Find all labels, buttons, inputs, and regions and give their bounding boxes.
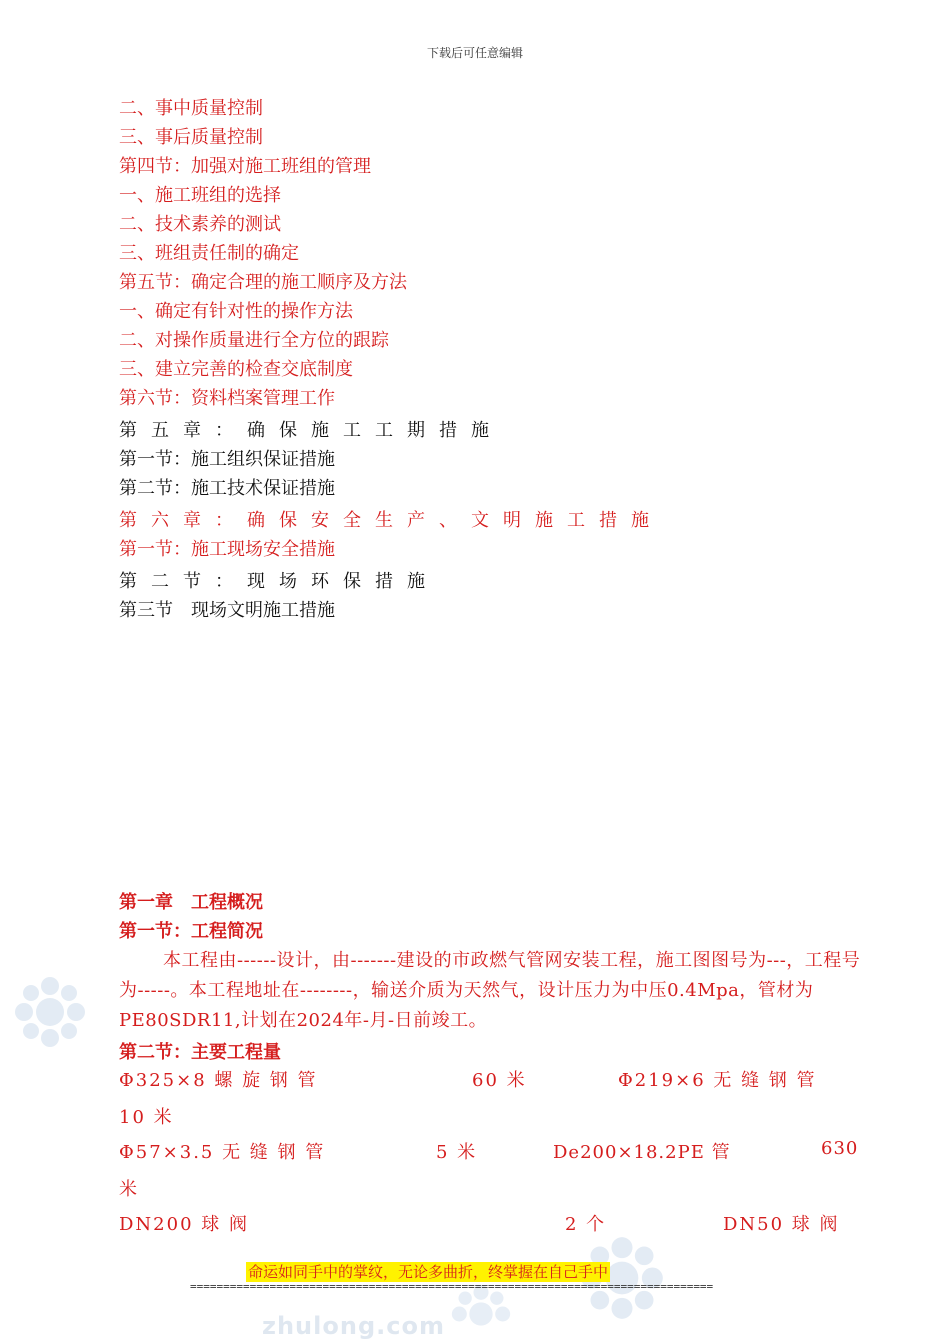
quantity-value: 米 (119, 1179, 137, 1200)
quantity-value: 10 米 (119, 1107, 174, 1128)
quantity-value: 5 米 (436, 1142, 478, 1163)
toc-entry: 二、技术素养的测试 (119, 214, 281, 235)
quantity-item: Φ57×3.5 无 缝 钢 管 (119, 1142, 326, 1163)
snowflake-watermark-icon (446, 1284, 516, 1344)
toc-entry: 第一节：施工现场安全措施 (119, 539, 335, 560)
toc-entry: 第五章：确保施工工期措施 (119, 420, 503, 441)
toc-entry: 第二节：施工技术保证措施 (119, 478, 335, 499)
toc-entry: 第一节：施工组织保证措施 (119, 449, 335, 470)
section-title: 第一节：工程简况 (119, 921, 263, 942)
quantity-item: Φ325×8 螺 旋 钢 管 (119, 1070, 318, 1091)
toc-entry: 一、施工班组的选择 (119, 185, 281, 206)
toc-entry: 二、事中质量控制 (119, 98, 263, 119)
toc-entry: 三、班组责任制的确定 (119, 243, 299, 264)
table-of-contents (119, 96, 663, 627)
quantity-value: 2 个 (565, 1214, 607, 1235)
toc-entry: 二、对操作质量进行全方位的跟踪 (119, 330, 389, 351)
toc-entry: 第四节：加强对施工班组的管理 (119, 156, 371, 177)
quantity-item: Φ219×6 无 缝 钢 管 (618, 1070, 817, 1091)
quantity-item: DN50 球 阀 (723, 1214, 840, 1235)
footer-divider: =============================================================================== (190, 1280, 714, 1293)
project-overview-paragraph: 本工程由------设计，由-------建设的市政燃气管网安装工程，施工图图号为---，工程号为-----。本工程地址在--------，输送介质为天然气，设计压力为中压0.4Mpa，管材为PE80SDR11,计划在2024年-月-日前竣工。 (119, 950, 861, 1031)
snowflake-watermark-icon (14, 976, 86, 1048)
footer-motto: 命运如同手中的掌纹，无论多曲折，终掌握在自己手中 (248, 1263, 609, 1281)
toc-entry: 第二节：现场环保措施 (119, 571, 439, 592)
page-header: 下载后可任意编辑 (426, 46, 523, 60)
quantity-value: 60 米 (472, 1070, 527, 1091)
toc-entry: 一、确定有针对性的操作方法 (119, 301, 353, 322)
quantity-value: 630 (821, 1138, 859, 1159)
quantity-item: De200×18.2PE 管 (553, 1142, 731, 1163)
chapter-title: 第一章 工程概况 (119, 892, 263, 913)
toc-entry: 第六节：资料档案管理工作 (119, 388, 335, 409)
toc-entry: 第五节：确定合理的施工顺序及方法 (119, 272, 407, 293)
watermark-text: zhulong.com (262, 1312, 445, 1340)
quantity-item: DN200 球 阀 (119, 1214, 249, 1235)
toc-entry: 三、事后质量控制 (119, 127, 263, 148)
toc-entry: 第六章：确保安全生产、文明施工措施 (119, 510, 663, 531)
toc-entry: 三、建立完善的检查交底制度 (119, 359, 353, 380)
section-title: 第二节：主要工程量 (119, 1042, 281, 1063)
chapter-one (119, 888, 864, 1067)
toc-entry: 第三节 现场文明施工措施 (119, 600, 335, 621)
